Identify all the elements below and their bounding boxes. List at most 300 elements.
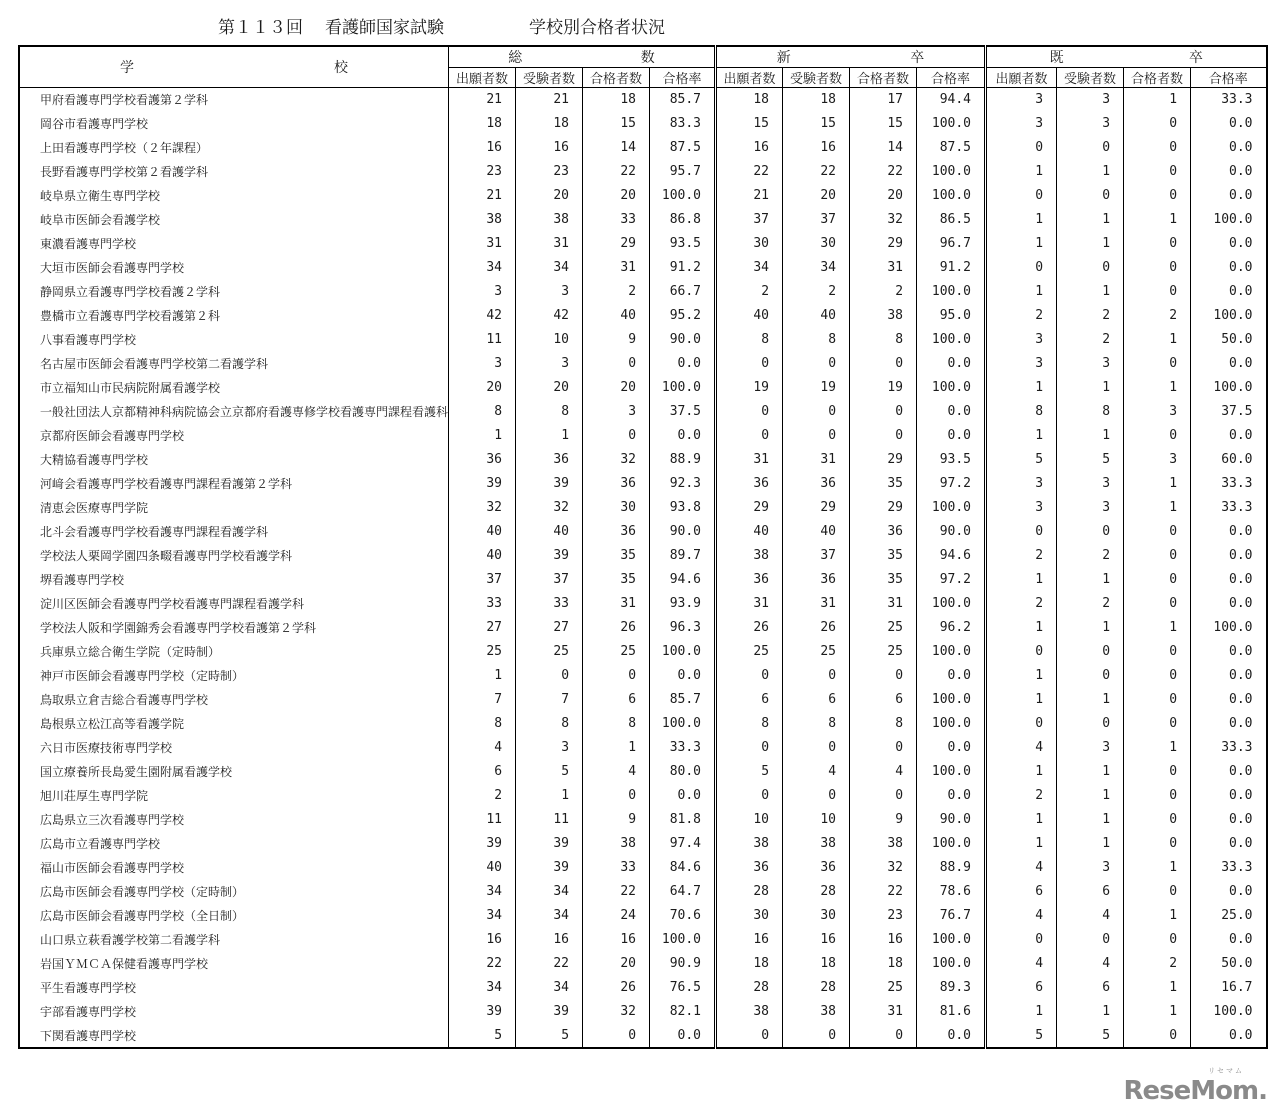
count-cell: 4 xyxy=(986,856,1057,880)
count-cell: 4 xyxy=(986,904,1057,928)
count-cell: 6 xyxy=(583,688,650,712)
count-cell: 6 xyxy=(986,976,1057,1000)
pass-rate-cell: 0.0 xyxy=(1191,280,1267,304)
count-cell: 40 xyxy=(716,304,783,328)
school-name: 島根県立松江高等看護学院 xyxy=(19,712,449,736)
count-cell: 38 xyxy=(850,304,917,328)
table-row xyxy=(19,808,1267,832)
count-cell: 26 xyxy=(583,976,650,1000)
col-header-pass-rate: 合格率 xyxy=(1191,68,1267,88)
col-header-passers: 合格者数 xyxy=(583,68,650,88)
school-name: 学校法人阪和学園錦秀会看護専門学校看護第２学科 xyxy=(19,616,449,640)
pass-rate-cell: 0.0 xyxy=(650,664,716,688)
school-name: 淀川区医師会看護専門学校看護専門課程看護学科 xyxy=(19,592,449,616)
school-name: 長野看護専門学校第２看護学科 xyxy=(19,160,449,184)
count-cell: 20 xyxy=(850,184,917,208)
count-cell: 33 xyxy=(516,592,583,616)
table-row xyxy=(19,592,1267,616)
count-cell: 1 xyxy=(1124,904,1191,928)
count-cell: 40 xyxy=(516,520,583,544)
count-cell: 0 xyxy=(1124,160,1191,184)
pass-rate-cell: 100.0 xyxy=(650,928,716,952)
count-cell: 25 xyxy=(850,640,917,664)
school-name: 八事看護専門学校 xyxy=(19,328,449,352)
count-cell: 0 xyxy=(1124,544,1191,568)
count-cell: 0 xyxy=(716,424,783,448)
col-header-examinees: 受験者数 xyxy=(516,68,583,88)
count-cell: 0 xyxy=(986,712,1057,736)
count-cell: 0 xyxy=(986,136,1057,160)
count-cell: 33 xyxy=(583,208,650,232)
count-cell: 15 xyxy=(716,112,783,136)
count-cell: 2 xyxy=(1124,952,1191,976)
count-cell: 29 xyxy=(783,496,850,520)
group-char: 新 xyxy=(776,51,791,66)
pass-rate-cell: 0.0 xyxy=(1191,352,1267,376)
count-cell: 20 xyxy=(583,376,650,400)
count-cell: 25 xyxy=(583,640,650,664)
count-cell: 0 xyxy=(783,784,850,808)
count-cell: 7 xyxy=(449,688,516,712)
pass-rate-cell: 100.0 xyxy=(917,184,986,208)
pass-rate-cell: 33.3 xyxy=(650,736,716,760)
count-cell: 36 xyxy=(716,472,783,496)
count-cell: 16 xyxy=(583,928,650,952)
count-cell: 0 xyxy=(716,352,783,376)
count-cell: 34 xyxy=(716,256,783,280)
count-cell: 38 xyxy=(716,544,783,568)
count-cell: 0 xyxy=(1124,664,1191,688)
count-cell: 0 xyxy=(1124,712,1191,736)
count-cell: 0 xyxy=(1124,568,1191,592)
count-cell: 0 xyxy=(583,352,650,376)
pass-rate-cell: 93.5 xyxy=(917,448,986,472)
count-cell: 37 xyxy=(783,208,850,232)
count-cell: 10 xyxy=(516,328,583,352)
count-cell: 2 xyxy=(449,784,516,808)
count-cell: 31 xyxy=(850,592,917,616)
count-cell: 20 xyxy=(516,184,583,208)
count-cell: 1 xyxy=(1124,208,1191,232)
table-row xyxy=(19,280,1267,304)
pass-rate-cell: 100.0 xyxy=(917,712,986,736)
count-cell: 31 xyxy=(449,232,516,256)
school-name: 兵庫県立総合衛生学院（定時制） xyxy=(19,640,449,664)
count-cell: 5 xyxy=(986,448,1057,472)
count-cell: 0 xyxy=(850,664,917,688)
count-cell: 11 xyxy=(516,808,583,832)
count-cell: 1 xyxy=(516,784,583,808)
count-cell: 34 xyxy=(516,904,583,928)
count-cell: 32 xyxy=(583,448,650,472)
pass-rate-cell: 87.5 xyxy=(650,136,716,160)
count-cell: 5 xyxy=(986,1024,1057,1048)
table-row xyxy=(19,904,1267,928)
count-cell: 4 xyxy=(449,736,516,760)
count-cell: 34 xyxy=(449,904,516,928)
count-cell: 3 xyxy=(1057,856,1124,880)
count-cell: 0 xyxy=(986,184,1057,208)
count-cell: 15 xyxy=(850,112,917,136)
count-cell: 22 xyxy=(516,952,583,976)
count-cell: 23 xyxy=(850,904,917,928)
count-cell: 36 xyxy=(516,448,583,472)
table-row xyxy=(19,352,1267,376)
count-cell: 27 xyxy=(516,616,583,640)
school-name: 静岡県立看護専門学校看護２学科 xyxy=(19,280,449,304)
table-row xyxy=(19,112,1267,136)
pass-rate-cell: 0.0 xyxy=(1191,160,1267,184)
count-cell: 39 xyxy=(516,856,583,880)
pass-rate-cell: 33.3 xyxy=(1191,496,1267,520)
count-cell: 1 xyxy=(1057,232,1124,256)
count-cell: 30 xyxy=(583,496,650,520)
school-name: 下関看護専門学校 xyxy=(19,1024,449,1048)
count-cell: 24 xyxy=(583,904,650,928)
count-cell: 0 xyxy=(986,928,1057,952)
count-cell: 27 xyxy=(449,616,516,640)
table-row xyxy=(19,472,1267,496)
count-cell: 5 xyxy=(1057,448,1124,472)
count-cell: 0 xyxy=(850,736,917,760)
count-cell: 4 xyxy=(850,760,917,784)
count-cell: 0 xyxy=(783,400,850,424)
count-cell: 0 xyxy=(716,664,783,688)
count-cell: 8 xyxy=(850,712,917,736)
count-cell: 22 xyxy=(583,160,650,184)
school-name: 神戸市医師会看護専門学校（定時制） xyxy=(19,664,449,688)
pass-rate-cell: 0.0 xyxy=(1191,256,1267,280)
count-cell: 2 xyxy=(986,784,1057,808)
count-cell: 5 xyxy=(716,760,783,784)
count-cell: 1 xyxy=(449,424,516,448)
count-cell: 18 xyxy=(783,952,850,976)
count-cell: 28 xyxy=(716,976,783,1000)
school-header-char: 校 xyxy=(334,61,348,76)
count-cell: 35 xyxy=(583,544,650,568)
school-name: 堺看護専門学校 xyxy=(19,568,449,592)
count-cell: 37 xyxy=(783,544,850,568)
col-header-passers: 合格者数 xyxy=(850,68,917,88)
pass-rate-cell: 100.0 xyxy=(917,688,986,712)
school-name: 平生看護専門学校 xyxy=(19,976,449,1000)
count-cell: 15 xyxy=(783,112,850,136)
count-cell: 34 xyxy=(516,880,583,904)
pass-rate-cell: 0.0 xyxy=(1191,136,1267,160)
table-row xyxy=(19,376,1267,400)
count-cell: 39 xyxy=(449,1000,516,1024)
table-row xyxy=(19,760,1267,784)
count-cell: 1 xyxy=(1124,472,1191,496)
school-rows xyxy=(19,88,1267,1048)
pass-rate-cell: 81.6 xyxy=(917,1000,986,1024)
count-cell: 38 xyxy=(583,832,650,856)
count-cell: 6 xyxy=(986,880,1057,904)
count-cell: 6 xyxy=(1057,880,1124,904)
count-cell: 25 xyxy=(716,640,783,664)
count-cell: 3 xyxy=(449,352,516,376)
group-char: 総 xyxy=(508,51,523,66)
table-row xyxy=(19,160,1267,184)
count-cell: 21 xyxy=(716,184,783,208)
count-cell: 0 xyxy=(583,424,650,448)
count-cell: 28 xyxy=(783,976,850,1000)
count-cell: 1 xyxy=(1124,496,1191,520)
school-name: 広島市立看護専門学校 xyxy=(19,832,449,856)
count-cell: 21 xyxy=(449,88,516,112)
count-cell: 31 xyxy=(850,1000,917,1024)
count-cell: 1 xyxy=(1124,1000,1191,1024)
count-cell: 18 xyxy=(783,88,850,112)
count-cell: 0 xyxy=(1124,592,1191,616)
count-cell: 0 xyxy=(1057,664,1124,688)
count-cell: 31 xyxy=(850,256,917,280)
count-cell: 0 xyxy=(583,784,650,808)
count-cell: 1 xyxy=(1057,280,1124,304)
count-cell: 21 xyxy=(516,88,583,112)
pass-rate-cell: 100.0 xyxy=(650,184,716,208)
count-cell: 16 xyxy=(783,136,850,160)
count-cell: 36 xyxy=(850,520,917,544)
count-cell: 16 xyxy=(516,136,583,160)
pass-rate-cell: 0.0 xyxy=(1191,688,1267,712)
pass-rate-cell: 60.0 xyxy=(1191,448,1267,472)
count-cell: 2 xyxy=(1057,544,1124,568)
count-cell: 0 xyxy=(1057,184,1124,208)
count-cell: 2 xyxy=(986,592,1057,616)
count-cell: 1 xyxy=(986,280,1057,304)
count-cell: 19 xyxy=(716,376,783,400)
count-cell: 34 xyxy=(449,976,516,1000)
pass-rate-cell: 96.2 xyxy=(917,616,986,640)
count-cell: 0 xyxy=(783,664,850,688)
count-cell: 1 xyxy=(986,808,1057,832)
group-header-total xyxy=(449,46,716,68)
school-name: 岐阜県立衛生専門学校 xyxy=(19,184,449,208)
count-cell: 29 xyxy=(850,448,917,472)
count-cell: 20 xyxy=(516,376,583,400)
count-cell: 9 xyxy=(583,808,650,832)
count-cell: 5 xyxy=(516,760,583,784)
count-cell: 0 xyxy=(1124,136,1191,160)
count-cell: 0 xyxy=(1057,136,1124,160)
count-cell: 25 xyxy=(516,640,583,664)
pass-rate-cell: 100.0 xyxy=(917,928,986,952)
col-header-applicants: 出願者数 xyxy=(716,68,783,88)
pass-rate-cell: 76.7 xyxy=(917,904,986,928)
pass-rate-cell: 90.0 xyxy=(650,520,716,544)
school-name: 広島県立三次看護専門学校 xyxy=(19,808,449,832)
table-row xyxy=(19,928,1267,952)
pass-rate-cell: 33.3 xyxy=(1191,88,1267,112)
count-cell: 25 xyxy=(449,640,516,664)
table-row xyxy=(19,544,1267,568)
count-cell: 8 xyxy=(850,328,917,352)
count-cell: 29 xyxy=(583,232,650,256)
pass-rate-cell: 0.0 xyxy=(1191,520,1267,544)
count-cell: 1 xyxy=(1124,328,1191,352)
pass-rate-cell: 50.0 xyxy=(1191,952,1267,976)
school-name: 宇部看護専門学校 xyxy=(19,1000,449,1024)
pass-rate-cell: 100.0 xyxy=(917,376,986,400)
pass-rate-cell: 16.7 xyxy=(1191,976,1267,1000)
count-cell: 39 xyxy=(516,544,583,568)
pass-rate-cell: 90.0 xyxy=(917,520,986,544)
count-cell: 1 xyxy=(986,688,1057,712)
pass-rate-cell: 88.9 xyxy=(650,448,716,472)
count-cell: 30 xyxy=(716,904,783,928)
pass-rate-cell: 96.7 xyxy=(917,232,986,256)
count-cell: 30 xyxy=(783,904,850,928)
count-cell: 39 xyxy=(449,472,516,496)
count-cell: 0 xyxy=(850,424,917,448)
count-cell: 0 xyxy=(1124,424,1191,448)
count-cell: 8 xyxy=(783,328,850,352)
count-cell: 32 xyxy=(516,496,583,520)
pass-rate-cell: 88.9 xyxy=(917,856,986,880)
pass-rate-cell: 0.0 xyxy=(917,664,986,688)
count-cell: 2 xyxy=(1057,304,1124,328)
count-cell: 0 xyxy=(986,520,1057,544)
count-cell: 39 xyxy=(449,832,516,856)
pass-rate-cell: 66.7 xyxy=(650,280,716,304)
table-row xyxy=(19,256,1267,280)
count-cell: 37 xyxy=(449,568,516,592)
count-cell: 1 xyxy=(986,1000,1057,1024)
count-cell: 16 xyxy=(850,928,917,952)
exam-number: 第１１３回 xyxy=(218,18,303,37)
count-cell: 36 xyxy=(783,856,850,880)
pass-rate-cell: 0.0 xyxy=(1191,664,1267,688)
count-cell: 35 xyxy=(850,472,917,496)
count-cell: 40 xyxy=(716,520,783,544)
count-cell: 0 xyxy=(1124,280,1191,304)
school-name: 六日市医療技術専門学校 xyxy=(19,736,449,760)
table-row xyxy=(19,400,1267,424)
count-cell: 22 xyxy=(449,952,516,976)
table-row xyxy=(19,736,1267,760)
count-cell: 26 xyxy=(583,616,650,640)
count-cell: 42 xyxy=(516,304,583,328)
count-cell: 31 xyxy=(716,592,783,616)
count-cell: 15 xyxy=(583,112,650,136)
school-name: 豊橋市立看護専門学校看護第２科 xyxy=(19,304,449,328)
pass-rate-cell: 0.0 xyxy=(1191,1024,1267,1048)
count-cell: 1 xyxy=(986,832,1057,856)
count-cell: 32 xyxy=(850,856,917,880)
pass-rate-cell: 100.0 xyxy=(650,640,716,664)
count-cell: 3 xyxy=(986,112,1057,136)
count-cell: 34 xyxy=(516,256,583,280)
count-cell: 0 xyxy=(583,664,650,688)
count-cell: 38 xyxy=(783,1000,850,1024)
pass-rate-cell: 100.0 xyxy=(917,160,986,184)
count-cell: 1 xyxy=(1057,832,1124,856)
school-name: 鳥取県立倉吉総合看護専門学校 xyxy=(19,688,449,712)
pass-rate-cell: 100.0 xyxy=(917,592,986,616)
count-cell: 20 xyxy=(783,184,850,208)
school-name: 福山市医師会看護専門学校 xyxy=(19,856,449,880)
count-cell: 1 xyxy=(986,424,1057,448)
count-cell: 25 xyxy=(850,976,917,1000)
group-header-repeat xyxy=(986,46,1267,68)
count-cell: 34 xyxy=(516,976,583,1000)
count-cell: 2 xyxy=(986,304,1057,328)
count-cell: 38 xyxy=(783,832,850,856)
school-name: 岡谷市看護専門学校 xyxy=(19,112,449,136)
school-name: 広島市医師会看護専門学校（定時制） xyxy=(19,880,449,904)
school-name: 京都府医師会看護専門学校 xyxy=(19,424,449,448)
count-cell: 3 xyxy=(1057,88,1124,112)
pass-rate-cell: 100.0 xyxy=(917,496,986,520)
pass-rate-cell: 85.7 xyxy=(650,88,716,112)
table-row xyxy=(19,232,1267,256)
count-cell: 36 xyxy=(716,568,783,592)
col-header-pass-rate: 合格率 xyxy=(917,68,986,88)
count-cell: 3 xyxy=(986,472,1057,496)
table-row xyxy=(19,208,1267,232)
count-cell: 19 xyxy=(783,376,850,400)
pass-rate-cell: 0.0 xyxy=(650,784,716,808)
table-row xyxy=(19,616,1267,640)
table-row xyxy=(19,328,1267,352)
pass-rate-cell: 94.6 xyxy=(650,568,716,592)
count-cell: 31 xyxy=(716,448,783,472)
count-cell: 1 xyxy=(1057,424,1124,448)
count-cell: 3 xyxy=(1057,112,1124,136)
count-cell: 0 xyxy=(1057,640,1124,664)
count-cell: 40 xyxy=(783,520,850,544)
count-cell: 16 xyxy=(516,928,583,952)
count-cell: 0 xyxy=(1057,928,1124,952)
pass-rate-cell: 76.5 xyxy=(650,976,716,1000)
pass-rate-cell: 86.5 xyxy=(917,208,986,232)
count-cell: 40 xyxy=(449,544,516,568)
col-header-examinees: 受験者数 xyxy=(1057,68,1124,88)
pass-rate-cell: 89.7 xyxy=(650,544,716,568)
count-cell: 3 xyxy=(986,328,1057,352)
page-title xyxy=(218,13,665,38)
count-cell: 0 xyxy=(1124,784,1191,808)
col-header-passers: 合格者数 xyxy=(1124,68,1191,88)
count-cell: 8 xyxy=(583,712,650,736)
pass-rate-cell: 85.7 xyxy=(650,688,716,712)
count-cell: 0 xyxy=(1124,256,1191,280)
pass-rate-cell: 100.0 xyxy=(1191,616,1267,640)
pass-rate-cell: 25.0 xyxy=(1191,904,1267,928)
count-cell: 40 xyxy=(449,520,516,544)
count-cell: 0 xyxy=(850,400,917,424)
count-cell: 1 xyxy=(1057,160,1124,184)
pass-rate-cell: 89.3 xyxy=(917,976,986,1000)
count-cell: 1 xyxy=(1057,376,1124,400)
count-cell: 30 xyxy=(783,232,850,256)
count-cell: 6 xyxy=(1057,976,1124,1000)
pass-rate-cell: 0.0 xyxy=(1191,832,1267,856)
count-cell: 4 xyxy=(1057,952,1124,976)
resemom-logo-ruby: リセマム xyxy=(1208,1067,1244,1075)
pass-rate-cell: 50.0 xyxy=(1191,328,1267,352)
school-name: 清恵会医療専門学院 xyxy=(19,496,449,520)
count-cell: 0 xyxy=(583,1024,650,1048)
page-subtitle: 学校別合格者状況 xyxy=(529,18,665,37)
count-cell: 1 xyxy=(1057,1000,1124,1024)
count-cell: 39 xyxy=(516,832,583,856)
count-cell: 20 xyxy=(449,376,516,400)
table-row xyxy=(19,712,1267,736)
pass-rate-cell: 95.7 xyxy=(650,160,716,184)
pass-rate-cell: 0.0 xyxy=(1191,712,1267,736)
